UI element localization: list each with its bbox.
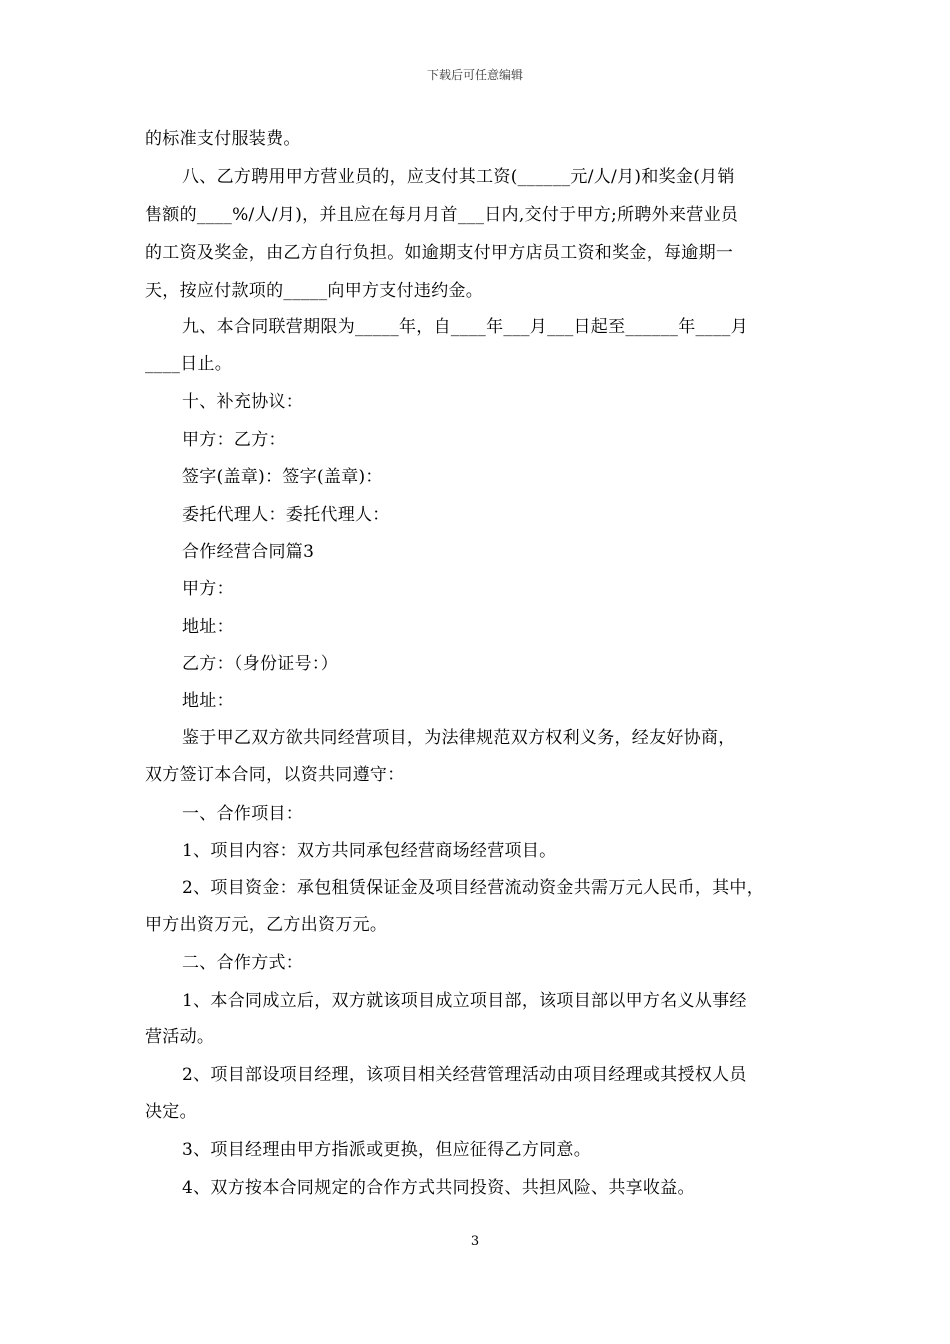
paragraph-line: 地址：: [182, 691, 234, 711]
paragraph-line: 天，按应付款项的_____向甲方支付违约金。: [145, 281, 484, 301]
paragraph-line: 2、项目资金：承包租赁保证金及项目经营流动资金共需万元人民币，其中，: [182, 878, 765, 898]
paragraph-line: 双方签订本合同，以资共同遵守：: [145, 765, 405, 785]
paragraph-line: 的标准支付服装费。: [145, 129, 301, 149]
paragraph-line: 十、补充协议：: [182, 392, 304, 412]
paragraph-line: 2、项目部设项目经理，该项目相关经营管理活动由项目经理或其授权人员: [182, 1065, 747, 1085]
paragraph-line: 3、项目经理由甲方指派或更换，但应征得乙方同意。: [182, 1140, 592, 1160]
paragraph-line: 鉴于甲乙双方欲共同经营项目，为法律规范双方权利义务，经友好协商，: [182, 728, 736, 748]
paragraph-line: 乙方：（身份证号：）: [182, 654, 338, 674]
page-header: 下载后可任意编辑: [426, 68, 523, 82]
paragraph-line: 营活动。: [145, 1027, 215, 1047]
paragraph-line: 1、项目内容：双方共同承包经营商场经营项目。: [182, 841, 557, 861]
paragraph-line: 甲方出资万元，乙方出资万元。: [145, 915, 388, 935]
paragraph-line: 1、本合同成立后，双方就该项目成立项目部，该项目部以甲方名义从事经: [182, 991, 747, 1011]
paragraph-line: 甲方：: [182, 579, 234, 599]
paragraph-line: 4、双方按本合同规定的合作方式共同投资、共担风险、共享收益。: [182, 1178, 695, 1198]
paragraph-line: 售额的____%/人/月)，并且应在每月月首___日内,交付于甲方;所聘外来营业员: [145, 205, 739, 225]
paragraph-line: 决定。: [145, 1102, 197, 1122]
paragraph-line: ____日止。: [145, 354, 233, 374]
paragraph-line: 一、合作项目：: [182, 804, 304, 824]
paragraph-line: 委托代理人：委托代理人：: [182, 505, 390, 525]
page-number: 3: [470, 1234, 480, 1249]
paragraph-line: 八、乙方聘用甲方营业员的，应支付其工资(______元/人/月)和奖金(月销: [182, 167, 735, 187]
paragraph-line: 签字(盖章)：签字(盖章)：: [182, 467, 383, 487]
section-title: 合作经营合同篇3: [182, 542, 315, 562]
paragraph-line: 九、本合同联营期限为_____年，自____年___月___日起至______年____月: [182, 317, 748, 337]
paragraph-line: 地址：: [182, 617, 234, 637]
paragraph-line: 甲方：乙方：: [182, 430, 286, 450]
paragraph-line: 的工资及奖金，由乙方自行负担。如逾期支付甲方店员工资和奖金，每逾期一: [145, 243, 734, 263]
paragraph-line: 二、合作方式：: [182, 953, 304, 973]
